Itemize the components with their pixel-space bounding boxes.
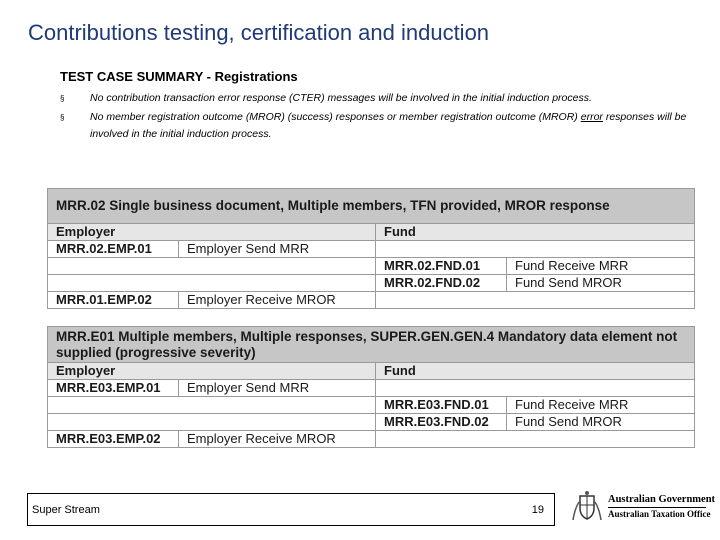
page-number: 19 xyxy=(531,504,544,516)
step-code: MRR.E03.EMP.01 xyxy=(48,380,179,397)
fund-header: Fund xyxy=(376,363,695,380)
logo-line-2: Australian Taxation Office xyxy=(608,509,711,519)
step-description: Fund Receive MRR xyxy=(507,258,695,275)
step-code: MRR.01.EMP.02 xyxy=(48,292,179,309)
empty-cell xyxy=(376,292,695,309)
step-code: MRR.E03.FND.01 xyxy=(376,397,507,414)
footer-label: Super Stream xyxy=(32,504,100,516)
bullet-item-1 xyxy=(60,90,700,107)
table-row xyxy=(48,275,695,292)
bullet-text: No contribution transaction error response (CTER) messages will be involved in the initial induction process. xyxy=(90,92,592,104)
logo-line-1: Australian Government xyxy=(608,494,716,505)
empty-cell xyxy=(48,397,376,414)
fund-header: Fund xyxy=(376,224,695,241)
step-description: Employer Send MRR xyxy=(179,380,376,397)
bullet-item-2 xyxy=(60,109,700,143)
table-title: MRR.E01 Multiple members, Multiple responses, SUPER.GEN.GEN.4 Mandatory data element not supplied (progressive severity) xyxy=(48,327,695,363)
table-row xyxy=(48,431,695,448)
step-description: Employer Send MRR xyxy=(179,241,376,258)
step-code: MRR.02.FND.02 xyxy=(376,275,507,292)
empty-cell xyxy=(376,241,695,258)
bullet-text xyxy=(90,109,700,143)
bullet-mark: § xyxy=(60,94,65,103)
bullet-text-part: responses will be involved in the initial induction process. xyxy=(90,111,687,140)
step-description: Employer Receive MROR xyxy=(179,431,376,448)
step-description: Employer Receive MROR xyxy=(179,292,376,309)
table-row xyxy=(48,380,695,397)
step-description: Fund Send MROR xyxy=(507,414,695,431)
slide-title: Contributions testing, certification and induction xyxy=(28,20,490,45)
step-description: Fund Send MROR xyxy=(507,275,695,292)
employer-header: Employer xyxy=(48,224,376,241)
table-row xyxy=(48,241,695,258)
logo-divider xyxy=(608,507,706,508)
test-case-table-mrre01 xyxy=(47,326,695,448)
step-code: MRR.02.EMP.01 xyxy=(48,241,179,258)
bullet-text-part: No member registration outcome (MROR) (success) responses or member registration outcome (MROR) xyxy=(90,111,581,123)
empty-cell xyxy=(376,431,695,448)
coat-of-arms-icon xyxy=(570,490,604,524)
empty-cell xyxy=(48,275,376,292)
bullet-mark: § xyxy=(60,113,65,122)
summary-heading: TEST CASE SUMMARY - Registrations xyxy=(60,69,298,84)
test-case-table-mrr02 xyxy=(47,188,695,309)
table-row xyxy=(48,397,695,414)
step-code: MRR.E03.FND.02 xyxy=(376,414,507,431)
employer-header: Employer xyxy=(48,363,376,380)
empty-cell xyxy=(48,414,376,431)
step-code: MRR.02.FND.01 xyxy=(376,258,507,275)
step-code: MRR.E03.EMP.02 xyxy=(48,431,179,448)
government-logo xyxy=(570,490,716,524)
underlined-word: error xyxy=(580,111,603,123)
table-row xyxy=(48,292,695,309)
empty-cell xyxy=(376,380,695,397)
table-row xyxy=(48,258,695,275)
footer xyxy=(27,493,555,526)
step-description: Fund Receive MRR xyxy=(507,397,695,414)
empty-cell xyxy=(48,258,376,275)
table-title: MRR.02 Single business document, Multiple members, TFN provided, MROR response xyxy=(48,189,695,224)
table-row xyxy=(48,414,695,431)
